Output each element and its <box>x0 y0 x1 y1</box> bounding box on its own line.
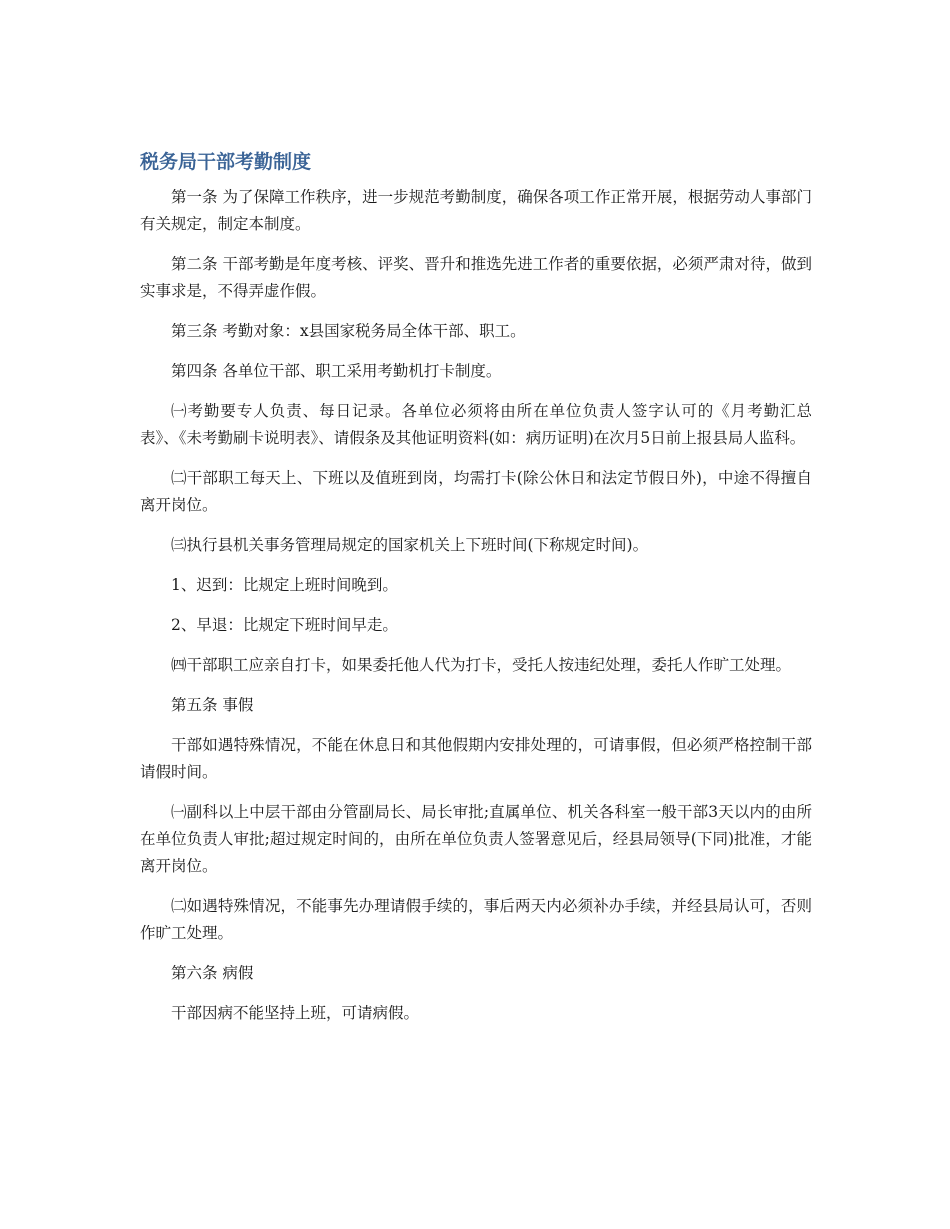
paragraph-article-5-heading: 第五条 事假 <box>171 696 254 714</box>
paragraph-article-5-intro: 干部如遇特殊情况，不能在休息日和其他假期内安排处理的，可请事假，但必须严格控制干部请假时间。 <box>140 736 812 781</box>
paragraph-late-definition: 1、迟到：比规定上班时间晚到。 <box>171 576 398 594</box>
paragraph-item-4-2: ㈡干部职工每天上、下班以及值班到岗，均需打卡(除公休日和法定节假日外)，中途不得擅自离开岗位。 <box>140 469 812 514</box>
paragraph-article-3: 第三条 考勤对象：x县国家税务局全体干部、职工。 <box>171 322 526 340</box>
paragraph-article-1: 第一条 为了保障工作秩序，进一步规范考勤制度，确保各项工作正常开展，根据劳动人事部门有关规定，制定本制度。 <box>140 188 812 233</box>
paragraph-item-5-2: ㈡如遇特殊情况，不能事先办理请假手续的，事后两天内必须补办手续，并经县局认可，否则作旷工处理。 <box>140 897 812 942</box>
paragraph-article-6-intro: 干部因病不能坚持上班，可请病假。 <box>171 1004 420 1022</box>
paragraph-item-5-1: ㈠副科以上中层干部由分管副局长、局长审批;直属单位、机关各科室一般干部3天以内的由所在单位负责人审批;超过规定时间的，由所在单位负责人签署意见后，经县局领导(下同)批准，才能离开岗位。 <box>140 803 812 875</box>
paragraph-article-6-heading: 第六条 病假 <box>171 964 254 982</box>
paragraph-item-4-3: ㈢执行县机关事务管理局规定的国家机关上下班时间(下称规定时间)。 <box>171 536 649 554</box>
paragraph-early-leave-definition: 2、早退：比规定下班时间早走。 <box>171 616 398 634</box>
paragraph-item-4-1: ㈠考勤要专人负责、每日记录。各单位必须将由所在单位负责人签字认可的《月考勤汇总表》、《未考勤刷卡说明表》、请假条及其他证明资料(如：病历证明)在次月5日前上报县局人监科。 <box>140 402 812 447</box>
paragraph-article-4: 第四条 各单位干部、职工采用考勤机打卡制度。 <box>171 362 502 380</box>
paragraph-item-4-4: ㈣干部职工应亲自打卡，如果委托他人代为打卡，受托人按违纪处理，委托人作旷工处理。 <box>171 656 792 674</box>
document-body <box>140 148 812 1040</box>
document-title: 税务局干部考勤制度 <box>140 151 312 173</box>
paragraph-article-2: 第二条 干部考勤是年度考核、评奖、晋升和推选先进工作者的重要依据，必须严肃对待，做到实事求是，不得弄虚作假。 <box>140 255 812 300</box>
